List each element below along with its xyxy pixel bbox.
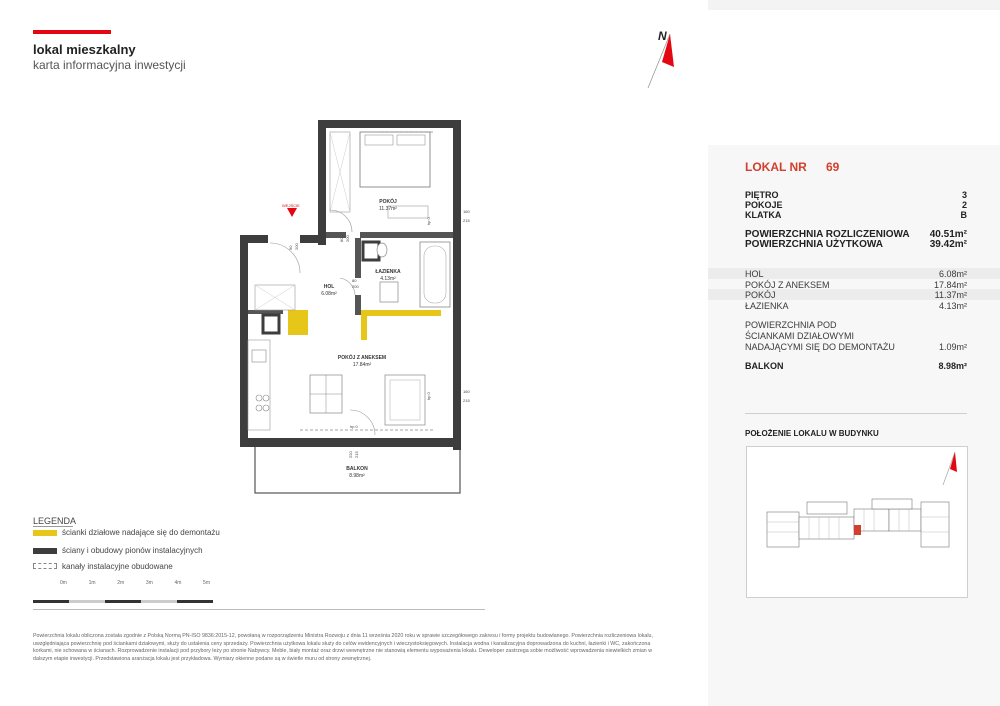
row-hol: HOL 6.08m² xyxy=(745,269,967,279)
balcony-dim-b: 215 xyxy=(354,451,359,458)
room-balkon-area: 8.98m² xyxy=(349,473,365,479)
door-dim-e: 80 xyxy=(352,278,357,283)
row-pokoj: POKÓJ 11.37m² xyxy=(745,290,967,300)
floor-plan xyxy=(230,110,480,500)
scale-labels: 0m 1m 2m 3m 4m 5m xyxy=(60,580,210,586)
row-pow-rozliczeniowa: POWIERZCHNIA ROZLICZENIOWA 40.51m² xyxy=(745,229,967,240)
hp-top: hp 0 xyxy=(426,217,431,225)
row-pow-uzytkowa: POWIERZCHNIA UŻYTKOWA 39.42m² xyxy=(745,239,967,250)
door-dim-f: 200 xyxy=(352,284,359,289)
row-demolition-2: ŚCIANKAMI DZIAŁOWYMI xyxy=(745,331,855,341)
hp-mid: hp 0 xyxy=(426,392,431,400)
toilet xyxy=(377,243,387,257)
lokal-number: 69 xyxy=(826,160,840,174)
row-pokoj-aneks: POKÓJ Z ANEKSEM 17.84m² xyxy=(745,280,967,290)
room-hol-name: HOL xyxy=(323,284,335,290)
legend-swatch-dark xyxy=(33,548,57,554)
disclaimer-text: Powierzchnia lokalu obliczona została zgodnie z Polską Normą PN-ISO 9836:2015-12, powołaną w rozporządzeniu Ministra Rozwoju z dnia 11 września 2020 roku w sprawie szczegółowego zakresu i formy projektu budowlanego. Powierzchnia rozliczeniowa lokalu, uwzględniająca powierzchnię pod ściankami działowymi, służy do ustalenia ceny sprzedaży. Powierzchnia użytkowa lokalu służy do celów ewidencyjnych i wieczystoksięgowych. Instalacja wodna i kanalizacyjna doprowadzona do kuchni, łazienki i WC, zakończona korkami, nie schowana w ścianach. Rozprowadzenie instalacji pod przybory leży po stronie Nabywcy. Meble, biały montaż oraz drzwi wewnętrzne nie stanowią elementu wyposażenia lokalu. Deweloper zastrzega sobie możliwość wprowadzenia niewielkich zmian w dalszym etapie inwestycji. Przedstawiona aranżacja lokalu jest przykładowa. Wymiary okienne podane są w świetle muru od strony zewnętrznej. xyxy=(33,633,653,662)
entrance-arrow-icon xyxy=(287,208,297,217)
door-dim-c: 80 xyxy=(339,237,344,242)
window-dim-top-a: 160 xyxy=(463,209,470,214)
brand-bar xyxy=(33,30,111,34)
installation-shaft xyxy=(363,242,379,260)
legend-swatch-dashed xyxy=(33,563,57,569)
row-klatka: KLATKA B xyxy=(745,210,967,220)
legend-item-walls: ściany i obudowy pionów instalacyjnych xyxy=(62,546,203,555)
building-location-map xyxy=(747,447,967,597)
legend-swatch-yellow xyxy=(33,530,57,536)
north-letter: N xyxy=(658,29,667,43)
row-pokoje: POKOJE 2 xyxy=(745,200,967,210)
room-balkon-name: BALKON xyxy=(346,466,368,472)
legend-title: LEGENDA xyxy=(33,516,77,526)
door-dim-d: 200 xyxy=(345,235,350,242)
page-title: lokal mieszkalny xyxy=(33,42,136,57)
window-dim-bottom-a: 160 xyxy=(463,389,470,394)
installation-shaft-2 xyxy=(263,315,279,333)
room-lazienka-area: 4.13m² xyxy=(380,276,396,282)
row-demolition-3: NADAJĄCYMI SIĘ DO DEMONTAŻU 1.09m² xyxy=(745,342,967,352)
page-subtitle: karta informacyjna inwestycji xyxy=(33,58,186,72)
lokal-label: LOKAL NR xyxy=(745,160,807,174)
legend-underline xyxy=(33,526,73,527)
north-arrow-icon xyxy=(640,22,680,92)
scale-bar xyxy=(33,590,213,593)
row-demolition-1: POWIERZCHNIA POD xyxy=(745,320,837,330)
room-hol-area: 6.08m² xyxy=(321,291,337,297)
room-aneks-area: 17.84m² xyxy=(352,362,372,368)
row-pietro: PIĘTRO 3 xyxy=(745,190,967,200)
hp-bottom: hp 0 xyxy=(350,424,358,429)
location-title: POŁOŻENIE LOKALU W BUDYNKU xyxy=(745,429,879,438)
entrance-label: WEJŚCIE xyxy=(282,203,300,208)
location-map-box xyxy=(746,446,968,598)
footer-divider xyxy=(33,609,485,610)
room-lazienka-name: ŁAZIENKA xyxy=(375,269,401,275)
window-dim-bottom-b: 215 xyxy=(463,398,470,403)
balcony-dim-a: 220 xyxy=(348,451,353,458)
row-lazienka: ŁAZIENKA 4.13m² xyxy=(745,301,967,311)
door-dim-a: 90 xyxy=(288,245,293,250)
room-aneks-name: POKÓJ Z ANEKSEM xyxy=(337,355,387,361)
legend-item-channels: kanały instalacyjne obudowane xyxy=(62,562,173,571)
washbasin xyxy=(380,282,398,302)
unit-location-marker xyxy=(854,525,861,535)
room-pokoj-name: POKÓJ xyxy=(379,199,397,205)
row-balkon: BALKON 8.98m² xyxy=(745,361,967,371)
panel-top-strip xyxy=(708,0,1000,10)
room-pokoj-area: 11.37m² xyxy=(379,206,397,212)
demountable-walls xyxy=(288,310,441,340)
window-dim-top-b: 215 xyxy=(463,218,470,223)
legend-item-demountable: ścianki działowe nadające się do demontażu xyxy=(62,528,220,537)
panel-divider xyxy=(745,413,967,414)
door-dim-b: 200 xyxy=(294,243,299,250)
